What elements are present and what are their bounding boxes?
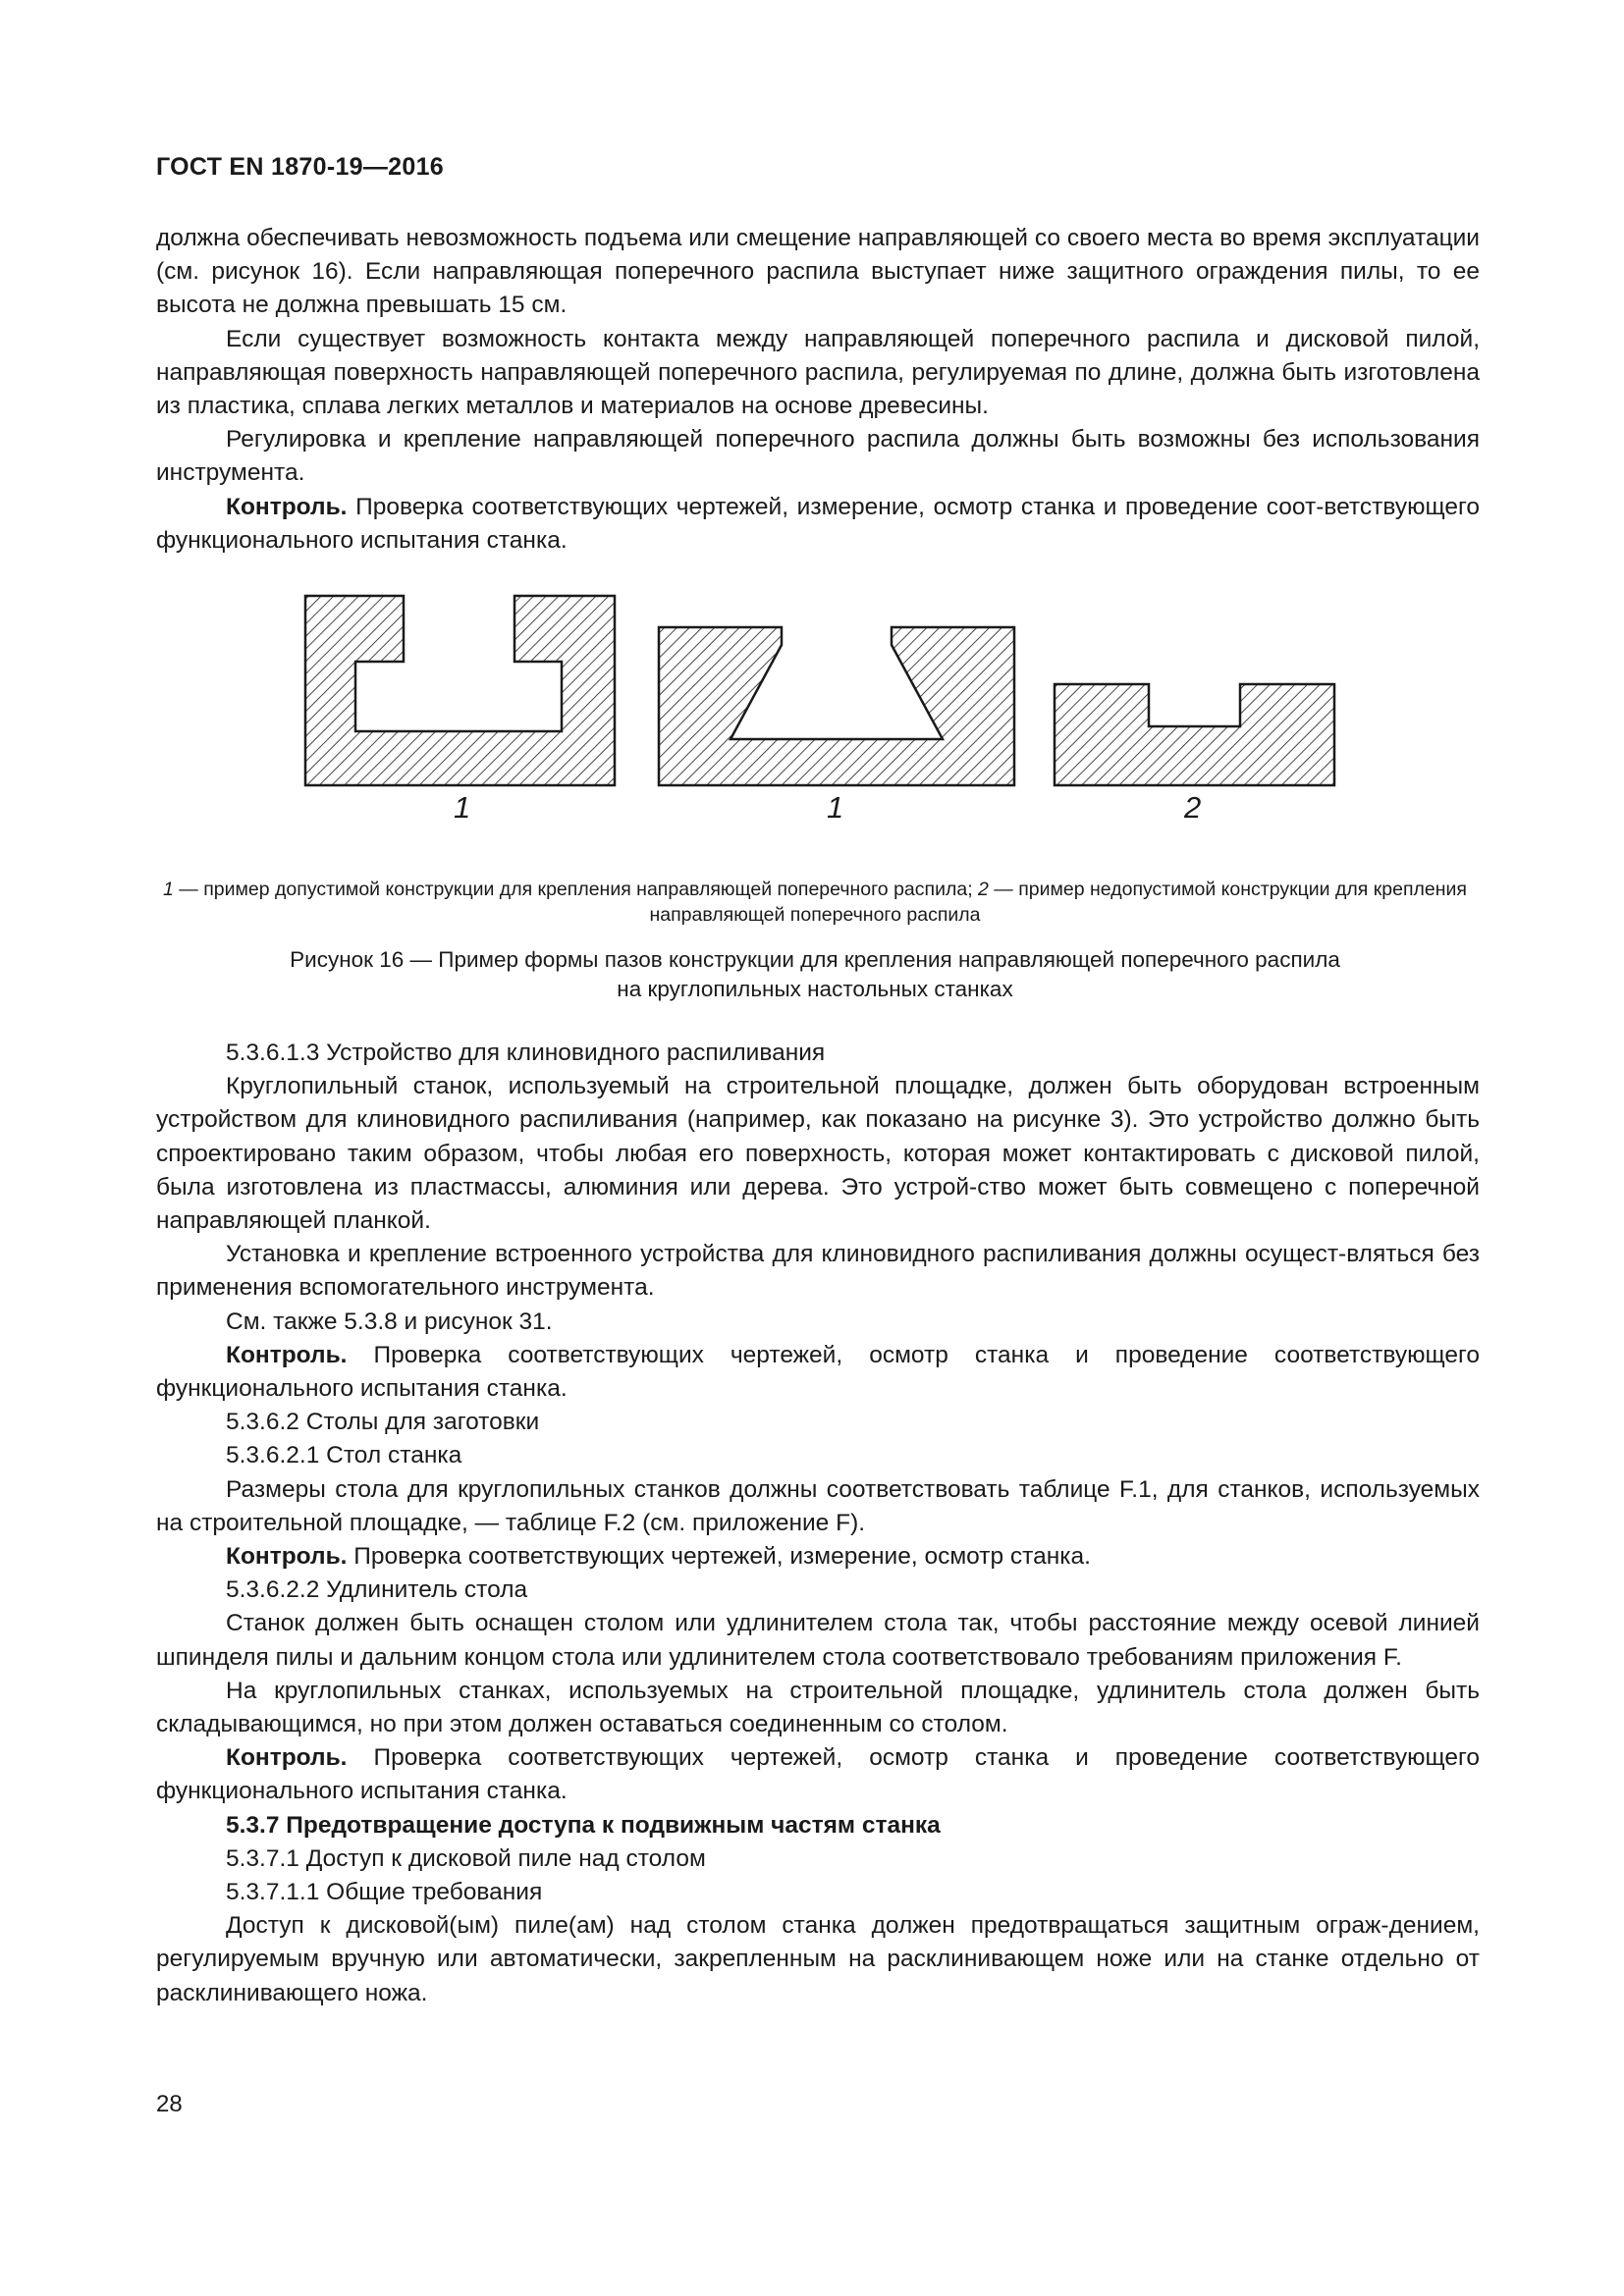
paragraph-text: Установка и крепление встроенного устройства для клиновидного распиливания должны осущест-вляться без применения вспомогательного инструмента. bbox=[156, 1241, 1480, 1302]
figure-16 bbox=[0, 579, 1624, 844]
paragraph-text: См. также 5.3.8 и рисунок 31. bbox=[226, 1308, 553, 1335]
profile-shape-2 bbox=[659, 627, 1014, 785]
bold-lead: Контроль. bbox=[226, 1543, 348, 1571]
paragraph bbox=[156, 1741, 1480, 1808]
paragraph-text: 5.3.6.2 Столы для заготовки bbox=[226, 1409, 540, 1436]
paragraph bbox=[156, 1070, 1480, 1238]
paragraph-text: Станок должен быть оснащен столом или удлинителем стола так, чтобы расстояние между осевой линией шпинделя пилы и дальним концом стола или удлинителем стола соответствовало требованиям приложения F. bbox=[156, 1610, 1480, 1671]
paragraph bbox=[156, 1306, 1480, 1339]
paragraph bbox=[156, 1675, 1480, 1741]
figure-label-2: 2 bbox=[1184, 790, 1202, 825]
bold-lead: Контроль. bbox=[226, 1744, 348, 1772]
paragraph-text: Проверка соответствующих чертежей, осмотр станка и проведение соответствующего функционального испытания станка. bbox=[156, 1744, 1480, 1805]
legend-key-2: 2 bbox=[978, 879, 989, 900]
paragraph-text: 5.3.6.2.2 Удлинитель стола bbox=[226, 1576, 528, 1604]
paragraph-text: 5.3.6.2.1 Стол станка bbox=[226, 1442, 462, 1469]
paragraph bbox=[156, 1842, 1480, 1876]
paragraph bbox=[156, 1574, 1480, 1607]
text-block-top bbox=[156, 222, 1480, 558]
legend-text-2: — пример недопустимой конструкции для крепления направляющей поперечного распила bbox=[649, 879, 1467, 926]
paragraph bbox=[156, 323, 1480, 424]
paragraph-text: Проверка соответствующих чертежей, измерение, осмотр станка и проведение соот-ветствующего функционального испытания станка. bbox=[156, 493, 1480, 554]
legend-key-1: 1 bbox=[163, 879, 174, 900]
paragraph-text: Доступ к дисковой(ым) пиле(ам) над столом станка должен предотвращаться защитным ограж-дением, регулируемым вручную или автоматически, закрепленным на расклинивающем ноже или на станке отдельно от расклинивающего ножа. bbox=[156, 1912, 1480, 2006]
paragraph-text: Размеры стола для круглопильных станков должны соответствовать таблице F.1, для станков, используемых на строительной площадке, — таблице F.2 (см. приложение F). bbox=[156, 1475, 1480, 1536]
figure-label-1b: 1 bbox=[827, 790, 844, 825]
paragraph bbox=[156, 1540, 1480, 1574]
paragraph-text: Круглопильный станок, используемый на строительной площадке, должен быть оборудован встроенным устройством для клиновидного распиливания (например, как показано на рисунке 3). Это устройство должно быть спроектировано таким образом, чтобы любая его поверхность, которая может контактировать с дисковой пилой, была изготовлена из пластмассы, алюминия или дерева. Это устрой-ство может быть совмещено с поперечной направляющей планкой. bbox=[156, 1073, 1480, 1235]
document-header: ГОСТ EN 1870-19—2016 bbox=[156, 153, 444, 181]
paragraph-text: 5.3.7.1 Доступ к дисковой пиле над столом bbox=[226, 1844, 706, 1872]
bold-lead: Контроль. bbox=[226, 1341, 348, 1368]
figure-caption-line-1: Рисунок 16 — Пример формы пазов конструкции для крепления направляющей поперечного распила bbox=[290, 947, 1340, 972]
paragraph-text: 5.3.7.1.1 Общие требования bbox=[226, 1879, 543, 1906]
paragraph bbox=[156, 1909, 1480, 2010]
figure-label-1a: 1 bbox=[454, 790, 471, 825]
paragraph-text: Если существует возможность контакта между направляющей поперечного распила и дисковой пилой, направляющая поверхность направляющей поперечного распила, регулируемая по длине, должна быть изготовлена из пластика, сплава легких металлов и материалов на основе древесины. bbox=[156, 325, 1480, 420]
paragraph bbox=[156, 1439, 1480, 1472]
paragraph bbox=[156, 491, 1480, 558]
paragraph-text: Проверка соответствующих чертежей, осмотр станка и проведение соответствующего функционального испытания станка. bbox=[156, 1341, 1480, 1403]
paragraph bbox=[156, 1037, 1480, 1070]
figure-caption bbox=[147, 945, 1483, 1004]
paragraph bbox=[156, 1339, 1480, 1406]
legend-text-1: — пример допустимой конструкции для крепления направляющей поперечного распила; bbox=[173, 879, 979, 900]
paragraph bbox=[156, 1473, 1480, 1540]
figure-legend bbox=[147, 877, 1483, 928]
paragraph bbox=[156, 222, 1480, 323]
profile-shape-3 bbox=[1055, 684, 1334, 785]
paragraph bbox=[156, 423, 1480, 490]
paragraph bbox=[156, 1238, 1480, 1305]
paragraph bbox=[156, 1809, 1480, 1842]
profile-shape-1 bbox=[305, 596, 615, 785]
paragraph bbox=[156, 1876, 1480, 1909]
paragraph-text: Регулировка и крепление направляющей поперечного распила должны быть возможны без использования инструмента. bbox=[156, 426, 1480, 487]
paragraph-text: должна обеспечивать невозможность подъема или смещение направляющей со своего места во время эксплуатации (см. рисунок 16). Если направляющая поперечного распила выступает ниже защитного ограждения пилы, то ее высота не должна превышать 15 см. bbox=[156, 225, 1480, 319]
paragraph bbox=[156, 1607, 1480, 1674]
text-block-bottom bbox=[156, 1037, 1480, 2010]
bold-lead: Контроль. bbox=[226, 493, 348, 520]
page-number: 28 bbox=[156, 2091, 183, 2117]
figure-caption-line-2: на круглопильных настольных станках bbox=[617, 977, 1013, 1001]
paragraph bbox=[156, 1406, 1480, 1439]
paragraph-text: 5.3.6.1.3 Устройство для клиновидного распиливания bbox=[226, 1040, 826, 1066]
paragraph-text: Проверка соответствующих чертежей, измерение, осмотр станка. bbox=[347, 1543, 1091, 1571]
paragraph-text: На круглопильных станках, используемых на строительной площадке, удлинитель стола должен быть складывающимся, но при этом должен оставаться соединенным со столом. bbox=[156, 1677, 1480, 1738]
bold-lead: 5.3.7 Предотвращение доступа к подвижным частям станка bbox=[226, 1811, 941, 1839]
